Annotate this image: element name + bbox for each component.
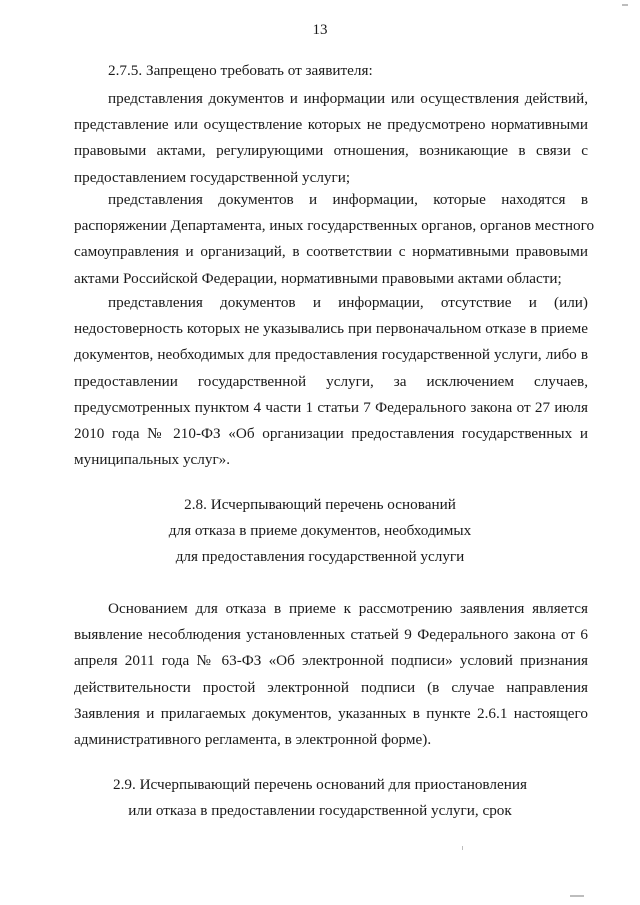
text-line: Основанием для отказа в приеме к рассмотрению заявления является [108,600,588,617]
clause-2-7-5 [74,58,588,84]
text-line: административного регламента, в электронной форме). [74,730,432,748]
heading-line: 2.9. Исчерпывающий перечень оснований для приостановления [113,776,527,793]
paragraph-refusal-grounds [74,596,588,753]
text-line: представления документов и информации или осуществления действий, [108,90,588,107]
paragraph-prohibition-1 [74,86,588,191]
text-line: выявление несоблюдения установленных статьей 9 Федерального закона от 6 [74,626,588,644]
text-line: апреля 2011 года № 63-ФЗ «Об электронной подписи» условий признания [74,652,588,670]
text-line: документов, необходимых для предоставления государственной услуги, либо в [74,346,588,364]
text-line: правовыми актами, регулирующими отношения, возникающие в связи с [74,142,588,160]
heading-line: или отказа в предоставлении государственной услуги, срок [128,802,512,820]
text-line: самоуправления и организаций, в соответствии с нормативными правовыми [74,243,588,261]
text-line: предоставлении государственной услуги, за исключением случаев, [74,372,588,390]
scan-mark [622,4,628,6]
text-line: действительности простой электронной подписи (в случае направления [74,678,588,696]
text-line: представления документов и информации, которые находятся в [108,191,588,208]
text-line: распоряжении Департамента, иных государственных органов, органов местного [74,217,595,235]
section-heading-2-8 [0,492,640,571]
heading-line: 2.8. Исчерпывающий перечень оснований [184,496,456,513]
text-line: 2010 года № 210-ФЗ «Об организации предоставления государственных и [74,424,588,442]
scan-mark [462,846,463,850]
page-number: 13 [312,22,328,38]
section-heading-2-9 [0,772,640,824]
text-line: предусмотренных пунктом 4 части 1 статьи 7 Федерального закона от 27 июля [74,398,588,416]
heading-line: для предоставления государственной услуги [175,548,465,566]
heading-line: для отказа в приеме документов, необходимых [168,522,472,540]
scan-mark [570,895,584,897]
text-line: представление или осуществление которых не предусмотрено нормативными [74,116,588,134]
text-line: 2.7.5. Запрещено требовать от заявителя: [108,62,373,79]
text-line: предоставлением государственной услуги; [74,168,351,186]
paragraph-prohibition-3 [74,290,588,473]
text-line: муниципальных услуг». [74,451,231,469]
text-line: представления документов и информации, отсутствие и (или) [108,294,588,311]
text-line: недостоверность которых не указывались при первоначальном отказе в приеме [74,320,588,338]
text-line: актами Российской Федерации, нормативными правовыми актами области; [74,269,562,287]
text-line: Заявления и прилагаемых документов, указанных в пункте 2.6.1 настоящего [74,704,588,722]
paragraph-prohibition-2 [74,187,595,292]
